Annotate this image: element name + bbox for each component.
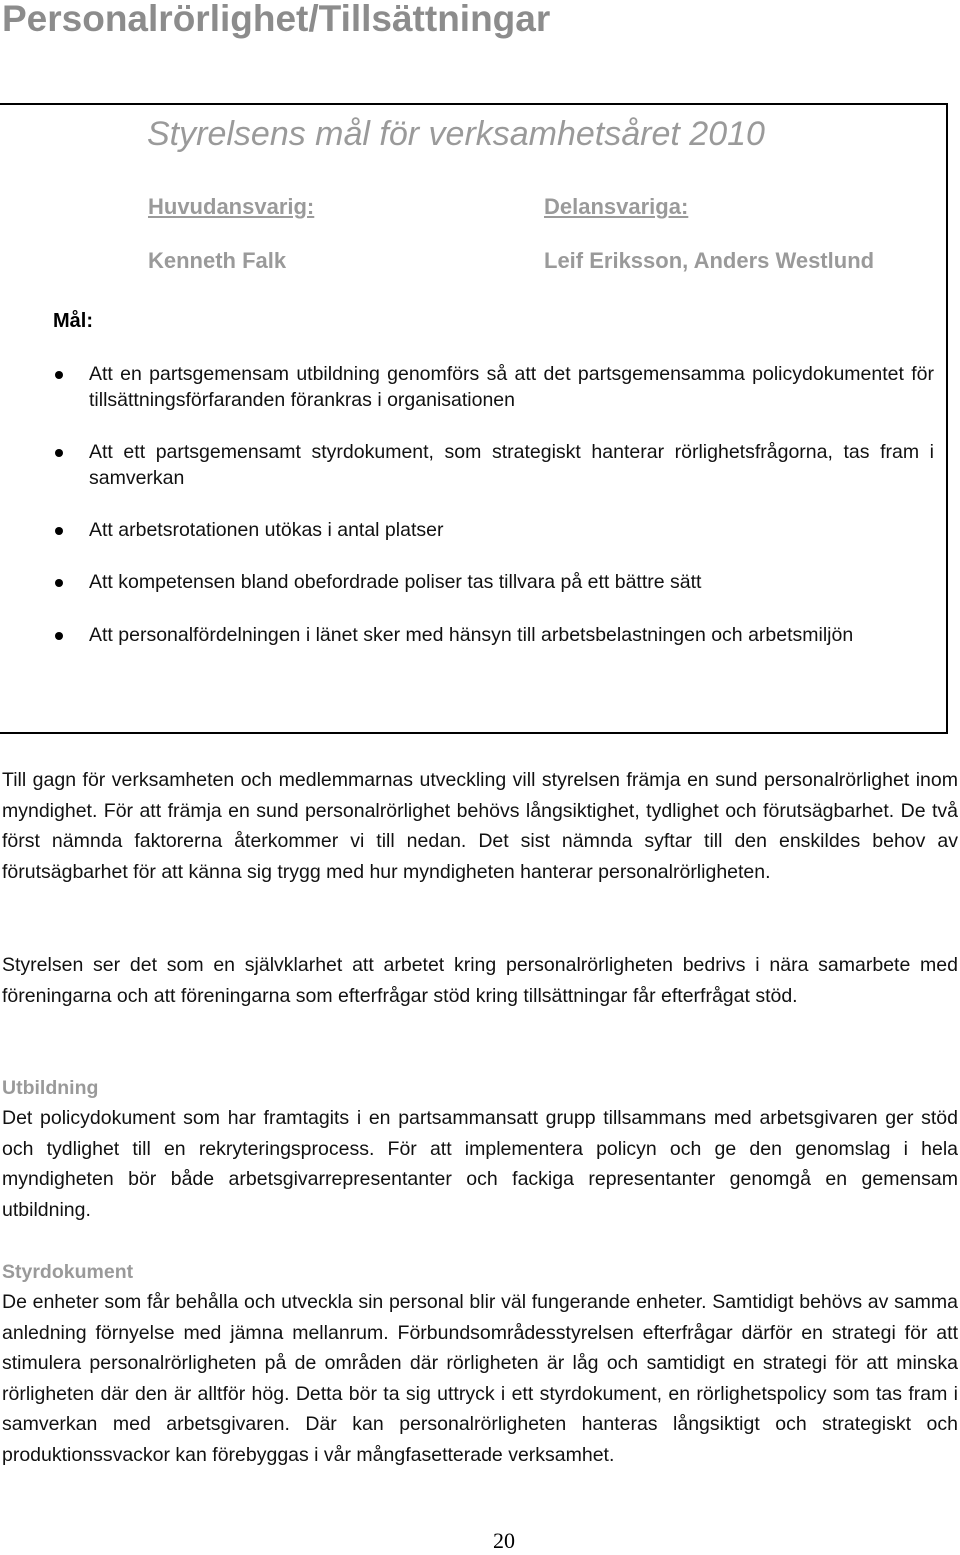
main-responsible-name: Kenneth Falk xyxy=(148,248,287,273)
goal-text: Att en partsgemensam utbildning genomförs så att det partsgemensamma policydokumentet för tillsättningsförfaranden förankras i organisationen xyxy=(89,363,934,411)
bullet-icon xyxy=(55,527,63,535)
bullet-icon xyxy=(55,371,63,379)
goal-box-title: Styrelsens mål för verksamhetsåret 2010 xyxy=(147,115,765,153)
body-paragraph: Styrelsen ser det som en självklarhet att arbetet kring personalrörligheten bedrivs i nära samarbete med föreningarna och att föreningarna som efterfrågar stöd kring tillsättningar får efterfrågat stöd. xyxy=(2,954,958,1007)
goal-text: Att arbetsrotationen utökas i antal platser xyxy=(89,519,444,541)
main-responsible-label: Huvudansvarig: xyxy=(148,194,315,219)
goal-text: Att personalfördelningen i länet sker med hänsyn till arbetsbelastningen och arbetsmiljön xyxy=(89,624,854,646)
body-paragraph: Till gagn för verksamheten och medlemmarnas utveckling vill styrelsen främja en sund personalrörlighet inom myndighet. För att främja en sund personalrörlighet behövs långsiktighet, tydlighet och förutsägbarhet. De två först nämnda faktorerna återkommer vi till nedan. Det sist nämnda syftar till den enskildes behov av förutsägbarhet för att känna sig trygg med hur myndigheten hanterar personalrörligheten. xyxy=(2,769,958,883)
bullet-icon xyxy=(55,579,63,587)
co-responsible-label: Delansvariga: xyxy=(544,194,689,219)
bullet-icon xyxy=(55,449,63,457)
goal-text: Att ett partsgemensamt styrdokument, som strategiskt hanterar rörlighetsfrågorna, tas fram i samverkan xyxy=(89,441,934,489)
co-responsible-names: Leif Eriksson, Anders Westlund xyxy=(544,248,875,273)
goal-text: Att kompetensen bland obefordrade poliser tas tillvara på ett bättre sätt xyxy=(89,571,702,593)
section-text-utbildning: Det policydokument som har framtagits i en partsammansatt grupp tillsammans med arbetsgivaren ger stöd och tydlighet till en rekryteringsprocess. För att implementera policyn och ge den genomslag i hela myndigheten bör både arbetsgivarrepresentanter och fackiga representanter genomgå en gemensam utbildning. xyxy=(2,1107,958,1221)
page-number: 20 xyxy=(493,1528,515,1553)
bullet-icon xyxy=(55,632,63,640)
section-heading-utbildning: Utbildning xyxy=(2,1077,99,1099)
section-text-styrdokument: De enheter som får behålla och utveckla sin personal blir väl fungerande enheter. Samtidigt behövs av samma anledning förnyelse med jämna mellanrum. Förbundsområdesstyrelsen efterfrågar därför en strategi för att stimulera personalrörligheten på de områden där rörligheten är låg och samtidigt en strategi för att minska rörligheten där den är alltför hög. Detta bör ta sig uttryck i ett styrdokument, en rörlighetspolicy som tas fram i samverkan med arbetsgivaren. Där kan personalrörligheten hanteras långsiktigt och strategiskt och produktionssvackor kan förebyggas i vår mångfasetterade verksamhet. xyxy=(2,1291,958,1466)
section-heading-styrdokument: Styrdokument xyxy=(2,1261,134,1283)
page-heading: Personalrörlighet/Tillsättningar xyxy=(2,0,551,39)
goals-label: Mål: xyxy=(53,310,93,332)
